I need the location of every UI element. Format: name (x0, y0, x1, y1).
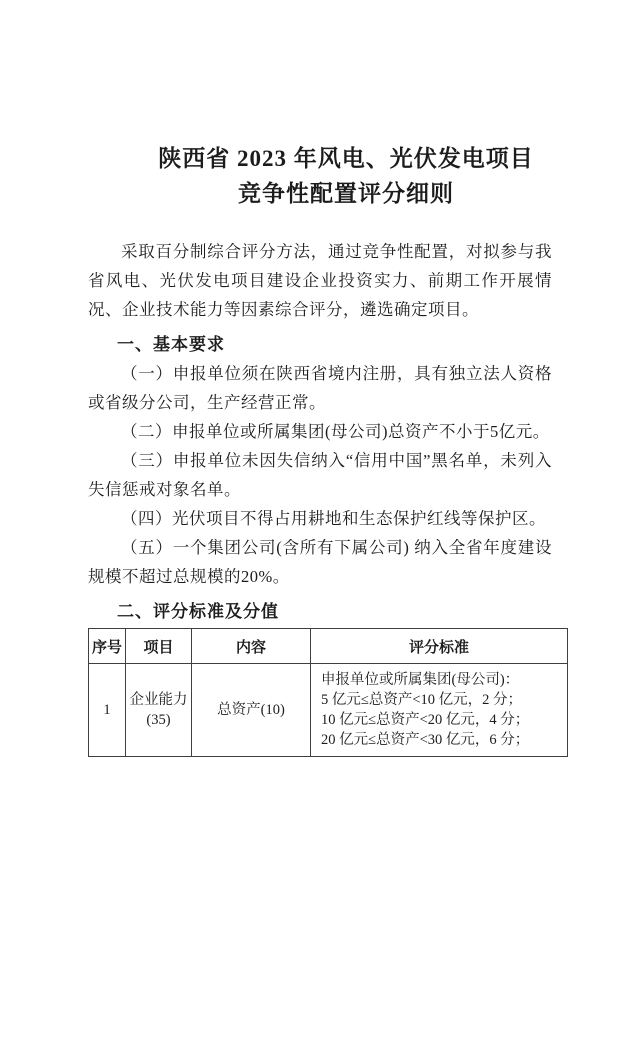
document-title (88, 141, 552, 211)
criteria-line-1: 申报单位或所属集团(母公司)： (321, 672, 520, 688)
cell-row-number: 1 (89, 664, 126, 757)
document-page (0, 141, 640, 1046)
intro-paragraph: 采取百分制综合评分方法，通过竞争性配置，对拟参与我省风电、光伏发电项目建设企业投资实力、前期工作开展情况、企业技术能力等因素综合评分，遴选确定项目。 (88, 242, 552, 319)
table-row (89, 664, 568, 757)
section-1-heading: 一、基本要求 (117, 335, 225, 354)
requirement-item-5: （五）一个集团公司(含所有下属公司) 纳入全省年度建设规模不超过总规模的20%。 (88, 538, 552, 586)
cell-project-line-1: 企业能力 (129, 692, 188, 708)
column-header-content: 内容 (192, 629, 311, 664)
document-title-line-1: 陕西省 2023 年风电、光伏发电项目 (158, 146, 534, 171)
document-title-line-2: 竞争性配置评分细则 (238, 181, 454, 206)
requirement-item-2: （二）申报单位或所属集团(母公司)总资产不小于5亿元。 (121, 422, 550, 441)
requirement-item-1: （一）申报单位须在陕西省境内注册，具有独立法人资格或省级分公司，生产经营正常。 (88, 364, 552, 412)
column-header-project: 项目 (126, 629, 192, 664)
requirement-item-4: （四）光伏项目不得占用耕地和生态保护红线等保护区。 (121, 509, 546, 528)
criteria-line-3: 10 亿元≤总资产<20 亿元，4 分； (321, 712, 530, 728)
scoring-table (88, 628, 568, 757)
requirement-item-3: （三）申报单位未因失信纳入“信用中国”黑名单，未列入失信惩戒对象名单。 (88, 451, 552, 499)
criteria-line-2: 5 亿元≤总资产<10 亿元，2 分； (321, 692, 523, 708)
column-header-no: 序号 (89, 629, 126, 664)
scoring-table-header-row (89, 629, 568, 664)
section-2-heading: 二、评分标准及分值 (117, 602, 279, 621)
column-header-criteria: 评分标准 (311, 629, 568, 664)
cell-project (126, 664, 192, 757)
criteria-line-4: 20 亿元≤总资产<30 亿元，6 分； (321, 732, 530, 748)
cell-content: 总资产(10) (192, 664, 311, 757)
cell-project-line-2: (35) (146, 712, 171, 728)
cell-criteria (311, 664, 568, 757)
